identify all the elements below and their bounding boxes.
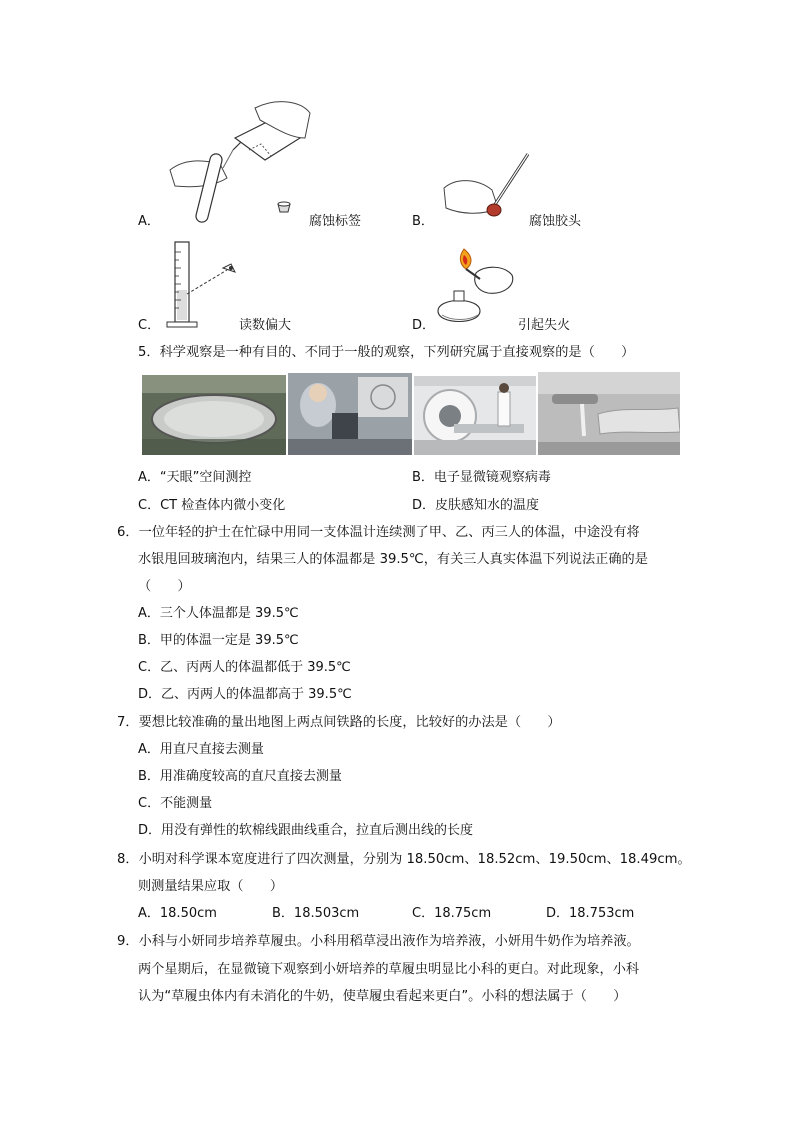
- q5-option-c: C．CT 检查体内微小变化: [138, 498, 286, 513]
- q8-stem-line-1: 8．小明对科学课本宽度进行了四次测量，分别为 18.50cm、18.52cm、19.50cm、18.49cm。: [117, 852, 691, 867]
- option-caption: 读数偏大: [239, 318, 292, 333]
- q8-option-a: A．18.50cm: [138, 906, 217, 921]
- q7-option-d: D．用没有弹性的软棉线跟曲线重合，拉直后测出线的长度: [138, 823, 474, 838]
- q9-stem-line-2: 两个星期后，在显微镜下观察到小妍培养的草履虫明显比小科的更白。对此现象，小科: [138, 962, 640, 977]
- q8-option-d: D．18.753cm: [546, 906, 635, 921]
- option-caption: 腐蚀标签: [309, 214, 362, 229]
- q6-stem-line-2: 水银甩回玻璃泡内，结果三人的体温都是 39.5℃，有关三人真实体温下列说法正确的是: [138, 552, 648, 567]
- microscope-photo: [288, 373, 412, 455]
- q9-stem-line-3: 认为“草履虫体内有未消化的牛奶，使草履虫看起来更白”。小科的想法属于（ ）: [138, 989, 627, 1004]
- option-letter: C．: [138, 318, 161, 333]
- option-letter: B．: [412, 214, 434, 229]
- option-letter: A．: [138, 214, 160, 229]
- q5-option-d: D．皮肤感知水的温度: [412, 498, 540, 513]
- q6-stem-line-3: （ ）: [138, 579, 191, 594]
- q8-option-b: B．18.503cm: [272, 906, 360, 921]
- q5-option-b: B．电子显微镜观察病毒: [412, 470, 551, 485]
- ct-scan-photo: [414, 376, 536, 455]
- q6-option-b: B．甲的体温一定是 39.5℃: [138, 633, 299, 648]
- q8-option-c: C．18.75cm: [412, 906, 492, 921]
- pouring-liquid-illustration: [165, 98, 315, 228]
- q6-stem-line-1: 6．一位年轻的护士在忙碌中用同一支体温计连续测了甲、乙、丙三人的体温，中途没有将: [117, 525, 640, 540]
- q7-option-c: C．不能测量: [138, 796, 213, 811]
- q7-option-a: A．用直尺直接去测量: [138, 742, 264, 757]
- option-letter: D．: [412, 318, 436, 333]
- q7-option-b: B．用准确度较高的直尺直接去测量: [138, 769, 342, 784]
- q9-stem-line-1: 9．小科与小妍同步培养草履虫。小科用稻草浸出液作为培养液，小妍用牛奶作为培养液。: [117, 934, 640, 949]
- q6-option-d: D．乙、丙两人的体温都高于 39.5℃: [138, 687, 352, 702]
- q7-stem: 7．要想比较准确的量出地图上两点间铁路的长度，比较好的办法是（ ）: [117, 715, 561, 730]
- q6-option-a: A．三个人体温都是 39.5℃: [138, 606, 299, 621]
- q6-option-c: C．乙、丙两人的体温都低于 39.5℃: [138, 660, 351, 675]
- q5-stem: 5．科学观察是一种有目的、不同于一般的观察，下列研究属于直接观察的是（ ）: [138, 345, 635, 360]
- dropper-illustration: [440, 150, 535, 225]
- stopper-icon: [276, 200, 292, 216]
- option-caption: 引起失火: [518, 318, 571, 333]
- telescope-photo: [142, 375, 286, 455]
- alcohol-lamp-illustration: [432, 243, 522, 333]
- q8-stem-line-2: 则测量结果应取（ ）: [138, 879, 284, 894]
- measuring-cylinder-illustration: [165, 240, 245, 330]
- option-caption: 腐蚀胶头: [529, 214, 582, 229]
- water-tap-photo: [538, 372, 680, 455]
- q5-option-a: A．“天眼”空间测控: [138, 470, 252, 485]
